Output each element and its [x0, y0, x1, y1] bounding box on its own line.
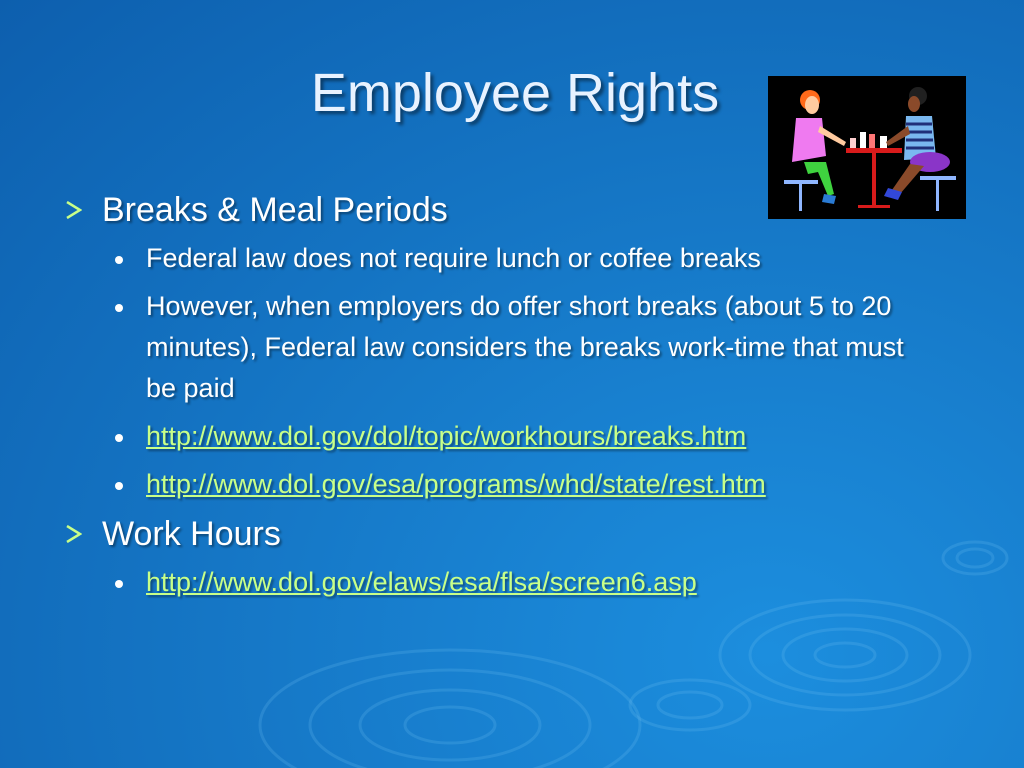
breaks-link[interactable]: http://www.dol.gov/dol/topic/workhours/breaks.htm [146, 421, 747, 451]
flsa-screen-link[interactable]: http://www.dol.gov/elaws/esa/flsa/screen6.asp [146, 567, 697, 597]
slide-body [66, 188, 966, 603]
bullet-item [66, 416, 926, 457]
arrow-bullet-icon [66, 201, 82, 219]
bullet-text: However, when employers do offer short breaks (about 5 to 20 minutes), Federal law considers the breaks work-time that must be paid [146, 291, 904, 403]
dot-bullet-icon [115, 482, 123, 490]
bullet-item [66, 286, 926, 409]
heading-text: Work Hours [102, 515, 281, 553]
bullet-item [66, 562, 926, 603]
bullet-heading-work-hours [66, 512, 966, 556]
dot-bullet-icon [115, 304, 123, 312]
bullet-item [66, 238, 926, 279]
state-rest-link[interactable]: http://www.dol.gov/esa/programs/whd/state/rest.htm [146, 469, 766, 499]
slide-title: Employee Rights [310, 63, 720, 123]
heading-text: Breaks & Meal Periods [102, 191, 448, 229]
dot-bullet-icon [115, 434, 123, 442]
bullet-text: Federal law does not require lunch or coffee breaks [146, 243, 761, 273]
dot-bullet-icon [115, 580, 123, 588]
bullet-heading-breaks [66, 188, 966, 232]
arrow-bullet-icon [66, 525, 82, 543]
dot-bullet-icon [115, 256, 123, 264]
bullet-item [66, 464, 926, 505]
